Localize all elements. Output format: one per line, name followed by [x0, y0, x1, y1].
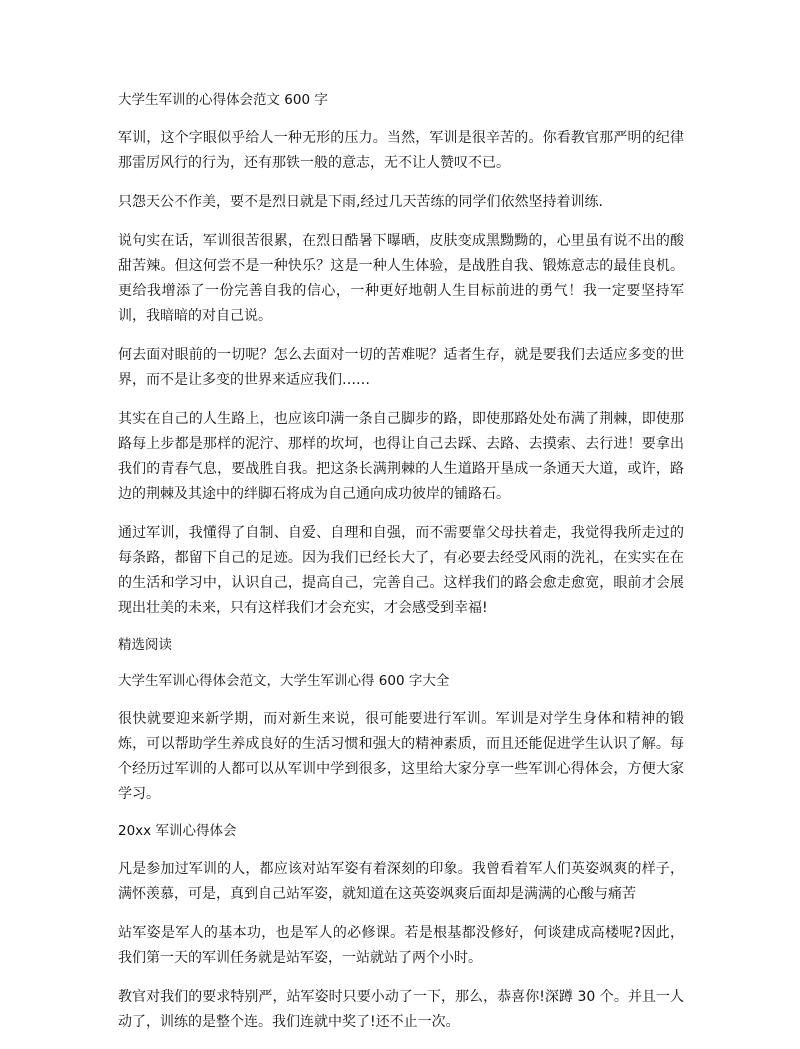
paragraph-4: 何去面对眼前的一切呢？怎么去面对一切的苦难呢？适者生存，就是要我们去适应多变的世界，而不是让多变的世界来适应我们……: [118, 347, 684, 388]
paragraph-9: 站军姿是军人的基本功，也是军人的必修课。若是根基都没修好，何谈建成高楼呢?因此，我们第一天的军训任务就是站军姿，一站就站了两个小时。: [118, 925, 684, 966]
paragraph-1: 军训，这个字眼似乎给人一种无形的压力。当然，军训是很辛苦的。你看教官那严明的纪律那雷厉风行的行为，还有那铁一般的意志，无不让人赞叹不已。: [118, 130, 684, 171]
paragraph-2: 只怨天公不作美，要不是烈日就是下雨,经过几天苦练的同学们依然坚持着训练.: [118, 194, 603, 210]
paragraph-5: 其实在自己的人生路上，也应该印满一条自己脚步的路，即使那路处处布满了荆棘，即使那路每上步都是那样的泥泞、那样的坎坷，也得让自己去踩、去路、去摸索、去行进！要拿出我们的青春气息，要战胜自我。把这条长满荆棘的人生道路开垦成一条通天大道，或许，路边的荆棘及其途中的绊脚石将成为自己通向成功彼岸的铺路石。: [118, 411, 684, 502]
paragraph-3: 说句实在话，军训很苦很累，在烈日酷暑下曝晒，皮肤变成黑黝黝的，心里虽有说不出的酸甜苦辣。但这何尝不是一种快乐？这是一种人生体验，是战胜自我、锻炼意志的最佳良机。更给我增添了一份完善自我的信心，一种更好地朝人生目标前进的勇气！我一定要坚持军训，我暗暗的对自己说。: [118, 233, 684, 324]
paragraph-8: 凡是参加过军训的人，都应该对站军姿有着深刻的印象。我曾看着军人们英姿飒爽的样子，满怀羡慕，可是，真到自己站军姿，就知道在这英姿飒爽后面却是满满的心酸与痛苦: [118, 861, 684, 902]
paragraph-10: 教官对我们的要求特别严，站军姿时只要小动了一下，那么，恭喜你!深蹲 30 个。并且一人动了，训练的是整个连。我们连就中奖了!还不止一次。: [118, 989, 684, 1030]
subsection-heading: 20xx 军训心得体会: [118, 823, 237, 839]
section-heading: 大学生军训心得体会范文，大学生军训心得 600 字大全: [118, 673, 450, 689]
paragraph-6: 通过军训，我懂得了自制、自爱、自理和自强，而不需要靠父母扶着走，我觉得我所走过的每条路，都留下自己的足迹。因为我们已经长大了，有必要去经受风雨的洗礼，在实实在在的生活和学习中，认识自己，提高自己，完善自己。这样我们的路会愈走愈宽，眼前才会展现出壮美的未来，只有这样我们才会充实，才会感受到幸福!: [118, 525, 684, 616]
document-title: 大学生军训的心得体会范文 600 字: [118, 92, 328, 108]
document-page: [118, 90, 684, 1049]
paragraph-7: 很快就要迎来新学期，而对新生来说，很可能要进行军训。军训是对学生身体和精神的锻炼，可以帮助学生养成良好的生活习惯和强大的精神素质，而且还能促进学生认识了解。每个经历过军训的人都可以从军训中学到很多，这里给大家分享一些军训心得体会，方便大家学习。: [118, 711, 684, 802]
section-label: 精选阅读: [118, 637, 172, 653]
